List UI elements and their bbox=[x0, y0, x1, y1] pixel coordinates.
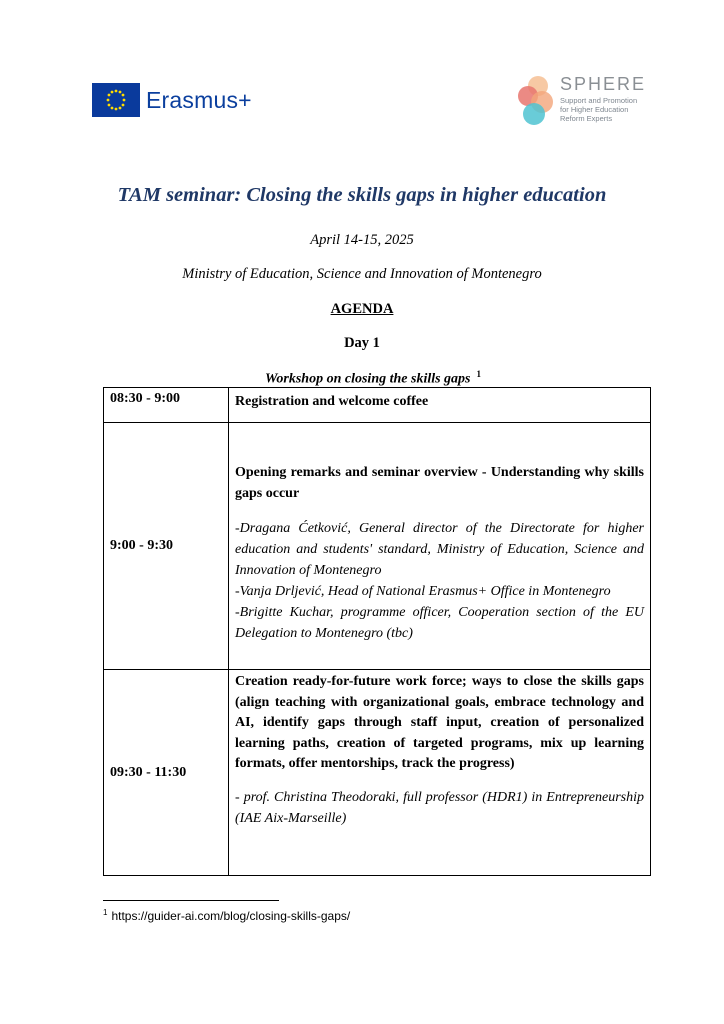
day-heading: Day 1 bbox=[344, 335, 380, 351]
footnote-divider bbox=[103, 900, 279, 901]
table-row bbox=[104, 423, 651, 670]
page-title: TAM seminar: Closing the skills gaps in higher education bbox=[117, 184, 607, 206]
erasmus-logo-text: Erasmus+ bbox=[146, 86, 252, 113]
session-title: Creation ready-for-future work force; ways to close the skills gaps (align teaching with organizational goals, embrace technology and AI, identify gaps through staff input, creation of personalized learning paths, creation of targeted programs, mix up learning formats, offer mentorships, track the progress) bbox=[235, 674, 644, 771]
speaker-list bbox=[235, 787, 644, 829]
sphere-logo-subtitle: Support and Promotion for Higher Education Reform Experts bbox=[560, 96, 638, 123]
session-title: Opening remarks and seminar overview - Understanding why skills gaps occur bbox=[235, 465, 644, 501]
session-time: 09:30 - 11:30 bbox=[104, 670, 229, 876]
table-row bbox=[104, 670, 651, 876]
event-date: April 14-15, 2025 bbox=[310, 232, 414, 248]
footnote-ref: 1 bbox=[476, 369, 482, 379]
event-venue: Ministry of Education, Science and Innovation of Montenegro bbox=[182, 266, 542, 282]
sphere-logo-title: SPHERE bbox=[560, 74, 647, 94]
footnote-link[interactable]: https://guider-ai.com/blog/closing-skills-gaps/ bbox=[111, 909, 351, 923]
speaker-list bbox=[235, 518, 644, 644]
speaker-entry: -Vanja Drljević, Head of National Erasmus+ Office in Montenegro bbox=[235, 584, 611, 599]
eu-flag-icon bbox=[92, 83, 140, 117]
speaker-entry: -Brigitte Kuchar, programme officer, Cooperation section of the EU Delegation to Montenegro (tbc) bbox=[235, 605, 644, 641]
session-content bbox=[229, 423, 651, 670]
workshop-title: Workshop on closing the skills gaps bbox=[265, 371, 471, 387]
agenda-heading: AGENDA bbox=[330, 301, 394, 317]
erasmus-logo bbox=[92, 78, 252, 122]
session-content bbox=[229, 670, 651, 876]
speaker-entry: -Dragana Ćetković, General director of the Directorate for higher education and students' standard, Ministry of Education, Science and Innovation of Montenegro bbox=[235, 521, 644, 578]
footnote bbox=[103, 908, 350, 923]
agenda-table bbox=[103, 387, 651, 876]
session-time: 9:00 - 9:30 bbox=[104, 423, 229, 670]
session-content bbox=[229, 388, 651, 423]
page-header bbox=[0, 72, 724, 132]
speaker-entry: - prof. Christina Theodoraki, full professor (HDR1) in Entrepreneurship (IAE Aix-Marseille) bbox=[235, 789, 644, 826]
sphere-logo bbox=[516, 72, 676, 128]
workshop-heading bbox=[265, 369, 481, 388]
sphere-mark-icon bbox=[516, 74, 556, 126]
footnote-number: 1 bbox=[103, 908, 108, 917]
session-title: Registration and welcome coffee bbox=[235, 394, 429, 409]
table-row bbox=[104, 388, 651, 423]
session-time: 08:30 - 9:00 bbox=[104, 388, 229, 423]
